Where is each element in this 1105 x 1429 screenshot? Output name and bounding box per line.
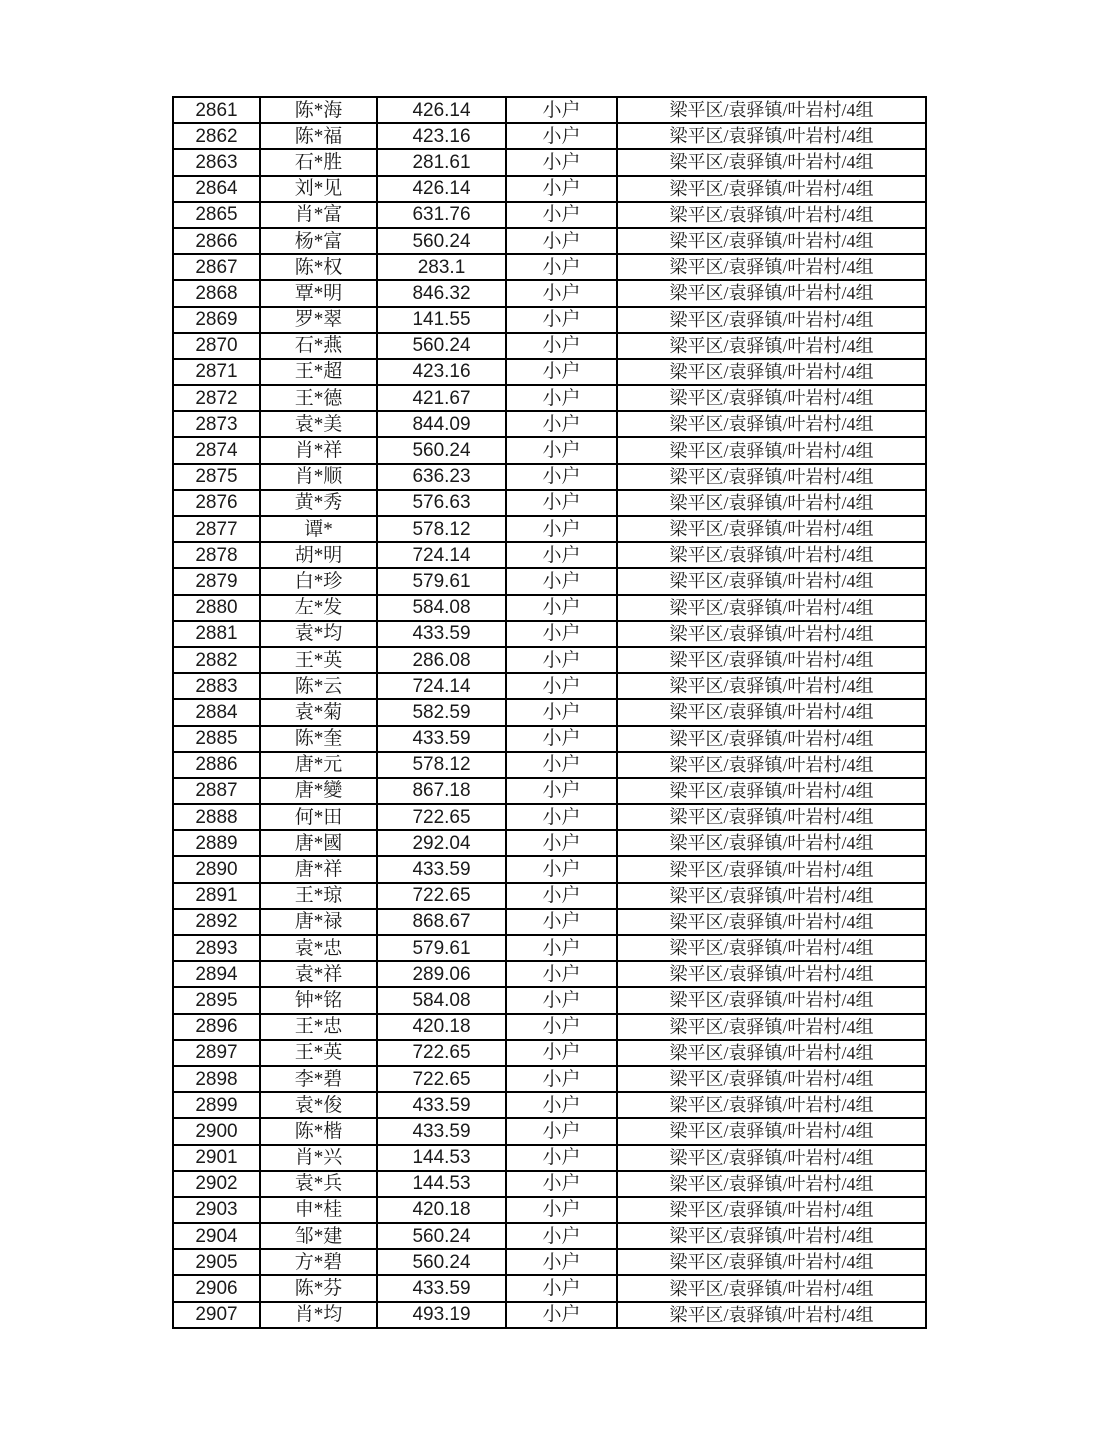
name-cell: 何*田 (260, 804, 377, 830)
table-row (173, 176, 926, 202)
table-row (173, 883, 926, 909)
household-type-cell: 小户 (506, 333, 617, 359)
amount-cell: 144.53 (377, 1171, 506, 1197)
row-number-cell: 2866 (173, 228, 260, 254)
household-type-cell: 小户 (506, 1275, 617, 1301)
table-row (173, 595, 926, 621)
table-row (173, 1092, 926, 1118)
table-row (173, 437, 926, 463)
name-cell: 王*琼 (260, 883, 377, 909)
amount-cell: 584.08 (377, 595, 506, 621)
location-cell: 梁平区/袁驿镇/叶岩村/4组 (617, 359, 926, 385)
location-cell: 梁平区/袁驿镇/叶岩村/4组 (617, 568, 926, 594)
row-number-cell: 2884 (173, 699, 260, 725)
amount-cell: 423.16 (377, 359, 506, 385)
location-cell: 梁平区/袁驿镇/叶岩村/4组 (617, 830, 926, 856)
amount-cell: 292.04 (377, 830, 506, 856)
name-cell: 石*胜 (260, 149, 377, 175)
amount-cell: 289.06 (377, 961, 506, 987)
row-number-cell: 2869 (173, 307, 260, 333)
location-cell: 梁平区/袁驿镇/叶岩村/4组 (617, 437, 926, 463)
name-cell: 唐*元 (260, 752, 377, 778)
amount-cell: 423.16 (377, 123, 506, 149)
location-cell: 梁平区/袁驿镇/叶岩村/4组 (617, 228, 926, 254)
amount-cell: 724.14 (377, 542, 506, 568)
location-cell: 梁平区/袁驿镇/叶岩村/4组 (617, 647, 926, 673)
row-number-cell: 2903 (173, 1197, 260, 1223)
name-cell: 覃*明 (260, 280, 377, 306)
amount-cell: 722.65 (377, 804, 506, 830)
table-row (173, 1249, 926, 1275)
household-type-cell: 小户 (506, 97, 617, 123)
table-row (173, 1223, 926, 1249)
household-type-cell: 小户 (506, 1302, 617, 1328)
amount-cell: 283.1 (377, 254, 506, 280)
amount-cell: 724.14 (377, 673, 506, 699)
table-row (173, 961, 926, 987)
amount-cell: 579.61 (377, 568, 506, 594)
row-number-cell: 2864 (173, 176, 260, 202)
table-row (173, 516, 926, 542)
row-number-cell: 2878 (173, 542, 260, 568)
location-cell: 梁平区/袁驿镇/叶岩村/4组 (617, 883, 926, 909)
location-cell: 梁平区/袁驿镇/叶岩村/4组 (617, 726, 926, 752)
household-type-cell: 小户 (506, 1014, 617, 1040)
name-cell: 邹*建 (260, 1223, 377, 1249)
household-type-cell: 小户 (506, 752, 617, 778)
location-cell: 梁平区/袁驿镇/叶岩村/4组 (617, 1066, 926, 1092)
table-row (173, 228, 926, 254)
table-row (173, 621, 926, 647)
location-cell: 梁平区/袁驿镇/叶岩村/4组 (617, 280, 926, 306)
row-number-cell: 2879 (173, 568, 260, 594)
name-cell: 肖*祥 (260, 437, 377, 463)
table-row (173, 1066, 926, 1092)
table-row (173, 699, 926, 725)
amount-cell: 433.59 (377, 726, 506, 752)
table-row (173, 280, 926, 306)
location-cell: 梁平区/袁驿镇/叶岩村/4组 (617, 987, 926, 1013)
name-cell: 王*超 (260, 359, 377, 385)
row-number-cell: 2889 (173, 830, 260, 856)
row-number-cell: 2867 (173, 254, 260, 280)
location-cell: 梁平区/袁驿镇/叶岩村/4组 (617, 254, 926, 280)
household-type-cell: 小户 (506, 883, 617, 909)
household-type-cell: 小户 (506, 909, 617, 935)
name-cell: 肖*兴 (260, 1145, 377, 1171)
row-number-cell: 2870 (173, 333, 260, 359)
row-number-cell: 2905 (173, 1249, 260, 1275)
table-row (173, 254, 926, 280)
amount-cell: 433.59 (377, 1118, 506, 1144)
name-cell: 胡*明 (260, 542, 377, 568)
table-row (173, 909, 926, 935)
table-row (173, 1197, 926, 1223)
household-type-cell: 小户 (506, 359, 617, 385)
name-cell: 王*忠 (260, 1014, 377, 1040)
amount-cell: 867.18 (377, 778, 506, 804)
amount-cell: 722.65 (377, 883, 506, 909)
amount-cell: 578.12 (377, 752, 506, 778)
table-row (173, 830, 926, 856)
name-cell: 肖*均 (260, 1302, 377, 1328)
amount-cell: 560.24 (377, 1249, 506, 1275)
amount-cell: 631.76 (377, 202, 506, 228)
household-type-cell: 小户 (506, 935, 617, 961)
name-cell: 申*桂 (260, 1197, 377, 1223)
amount-cell: 722.65 (377, 1066, 506, 1092)
name-cell: 陈*福 (260, 123, 377, 149)
amount-cell: 844.09 (377, 411, 506, 437)
location-cell: 梁平区/袁驿镇/叶岩村/4组 (617, 804, 926, 830)
row-number-cell: 2904 (173, 1223, 260, 1249)
household-type-cell: 小户 (506, 202, 617, 228)
row-number-cell: 2906 (173, 1275, 260, 1301)
row-number-cell: 2868 (173, 280, 260, 306)
location-cell: 梁平区/袁驿镇/叶岩村/4组 (617, 97, 926, 123)
row-number-cell: 2876 (173, 490, 260, 516)
household-type-cell: 小户 (506, 1040, 617, 1066)
location-cell: 梁平区/袁驿镇/叶岩村/4组 (617, 1302, 926, 1328)
table-row (173, 411, 926, 437)
household-type-cell: 小户 (506, 568, 617, 594)
amount-cell: 141.55 (377, 307, 506, 333)
household-type-cell: 小户 (506, 1092, 617, 1118)
name-cell: 白*珍 (260, 568, 377, 594)
row-number-cell: 2871 (173, 359, 260, 385)
name-cell: 王*德 (260, 385, 377, 411)
location-cell: 梁平区/袁驿镇/叶岩村/4组 (617, 856, 926, 882)
amount-cell: 286.08 (377, 647, 506, 673)
row-number-cell: 2896 (173, 1014, 260, 1040)
household-type-cell: 小户 (506, 123, 617, 149)
name-cell: 钟*铭 (260, 987, 377, 1013)
row-number-cell: 2893 (173, 935, 260, 961)
household-type-cell: 小户 (506, 647, 617, 673)
row-number-cell: 2891 (173, 883, 260, 909)
household-type-cell: 小户 (506, 961, 617, 987)
name-cell: 唐*國 (260, 830, 377, 856)
table-row (173, 778, 926, 804)
location-cell: 梁平区/袁驿镇/叶岩村/4组 (617, 307, 926, 333)
table-row (173, 464, 926, 490)
household-type-cell: 小户 (506, 804, 617, 830)
household-type-cell: 小户 (506, 228, 617, 254)
table-row (173, 1302, 926, 1328)
name-cell: 陈*奎 (260, 726, 377, 752)
table-row (173, 987, 926, 1013)
name-cell: 唐*禄 (260, 909, 377, 935)
row-number-cell: 2897 (173, 1040, 260, 1066)
location-cell: 梁平区/袁驿镇/叶岩村/4组 (617, 176, 926, 202)
table-row (173, 1171, 926, 1197)
household-type-cell: 小户 (506, 490, 617, 516)
row-number-cell: 2873 (173, 411, 260, 437)
name-cell: 陈*楷 (260, 1118, 377, 1144)
row-number-cell: 2894 (173, 961, 260, 987)
table-row (173, 752, 926, 778)
location-cell: 梁平区/袁驿镇/叶岩村/4组 (617, 909, 926, 935)
row-number-cell: 2895 (173, 987, 260, 1013)
row-number-cell: 2892 (173, 909, 260, 935)
household-type-cell: 小户 (506, 411, 617, 437)
household-subsidy-table (172, 96, 927, 1329)
amount-cell: 421.67 (377, 385, 506, 411)
name-cell: 袁*兵 (260, 1171, 377, 1197)
row-number-cell: 2900 (173, 1118, 260, 1144)
amount-cell: 560.24 (377, 228, 506, 254)
amount-cell: 584.08 (377, 987, 506, 1013)
name-cell: 王*英 (260, 647, 377, 673)
household-type-cell: 小户 (506, 1197, 617, 1223)
table-row (173, 647, 926, 673)
household-type-cell: 小户 (506, 254, 617, 280)
location-cell: 梁平区/袁驿镇/叶岩村/4组 (617, 1171, 926, 1197)
location-cell: 梁平区/袁驿镇/叶岩村/4组 (617, 464, 926, 490)
location-cell: 梁平区/袁驿镇/叶岩村/4组 (617, 123, 926, 149)
location-cell: 梁平区/袁驿镇/叶岩村/4组 (617, 1145, 926, 1171)
location-cell: 梁平区/袁驿镇/叶岩村/4组 (617, 411, 926, 437)
name-cell: 陈*云 (260, 673, 377, 699)
location-cell: 梁平区/袁驿镇/叶岩村/4组 (617, 1092, 926, 1118)
household-type-cell: 小户 (506, 542, 617, 568)
row-number-cell: 2883 (173, 673, 260, 699)
row-number-cell: 2875 (173, 464, 260, 490)
amount-cell: 281.61 (377, 149, 506, 175)
row-number-cell: 2888 (173, 804, 260, 830)
table-row (173, 97, 926, 123)
location-cell: 梁平区/袁驿镇/叶岩村/4组 (617, 961, 926, 987)
row-number-cell: 2862 (173, 123, 260, 149)
amount-cell: 636.23 (377, 464, 506, 490)
name-cell: 黄*秀 (260, 490, 377, 516)
household-type-cell: 小户 (506, 1223, 617, 1249)
name-cell: 袁*俊 (260, 1092, 377, 1118)
table-row (173, 385, 926, 411)
table-row (173, 856, 926, 882)
amount-cell: 846.32 (377, 280, 506, 306)
table-row (173, 202, 926, 228)
row-number-cell: 2885 (173, 726, 260, 752)
row-number-cell: 2877 (173, 516, 260, 542)
table-body (173, 97, 926, 1328)
row-number-cell: 2863 (173, 149, 260, 175)
location-cell: 梁平区/袁驿镇/叶岩村/4组 (617, 1040, 926, 1066)
row-number-cell: 2874 (173, 437, 260, 463)
table-row (173, 1275, 926, 1301)
table-row (173, 935, 926, 961)
location-cell: 梁平区/袁驿镇/叶岩村/4组 (617, 621, 926, 647)
row-number-cell: 2886 (173, 752, 260, 778)
name-cell: 唐*祥 (260, 856, 377, 882)
amount-cell: 560.24 (377, 437, 506, 463)
household-type-cell: 小户 (506, 726, 617, 752)
table-row (173, 1145, 926, 1171)
location-cell: 梁平区/袁驿镇/叶岩村/4组 (617, 673, 926, 699)
amount-cell: 426.14 (377, 97, 506, 123)
amount-cell: 560.24 (377, 1223, 506, 1249)
location-cell: 梁平区/袁驿镇/叶岩村/4组 (617, 1118, 926, 1144)
table-row (173, 333, 926, 359)
name-cell: 袁*祥 (260, 961, 377, 987)
table-row (173, 490, 926, 516)
household-type-cell: 小户 (506, 621, 617, 647)
household-type-cell: 小户 (506, 437, 617, 463)
household-type-cell: 小户 (506, 516, 617, 542)
name-cell: 陈*芬 (260, 1275, 377, 1301)
location-cell: 梁平区/袁驿镇/叶岩村/4组 (617, 490, 926, 516)
row-number-cell: 2899 (173, 1092, 260, 1118)
location-cell: 梁平区/袁驿镇/叶岩村/4组 (617, 1249, 926, 1275)
location-cell: 梁平区/袁驿镇/叶岩村/4组 (617, 778, 926, 804)
name-cell: 王*英 (260, 1040, 377, 1066)
name-cell: 李*碧 (260, 1066, 377, 1092)
household-type-cell: 小户 (506, 595, 617, 621)
table-row (173, 1118, 926, 1144)
row-number-cell: 2882 (173, 647, 260, 673)
amount-cell: 579.61 (377, 935, 506, 961)
household-type-cell: 小户 (506, 699, 617, 725)
location-cell: 梁平区/袁驿镇/叶岩村/4组 (617, 935, 926, 961)
name-cell: 袁*美 (260, 411, 377, 437)
name-cell: 陈*权 (260, 254, 377, 280)
name-cell: 肖*富 (260, 202, 377, 228)
table-row (173, 359, 926, 385)
row-number-cell: 2887 (173, 778, 260, 804)
name-cell: 肖*顺 (260, 464, 377, 490)
location-cell: 梁平区/袁驿镇/叶岩村/4组 (617, 1014, 926, 1040)
household-type-cell: 小户 (506, 987, 617, 1013)
name-cell: 左*发 (260, 595, 377, 621)
table-row (173, 149, 926, 175)
name-cell: 石*燕 (260, 333, 377, 359)
table-row (173, 307, 926, 333)
household-type-cell: 小户 (506, 1145, 617, 1171)
household-type-cell: 小户 (506, 1118, 617, 1144)
amount-cell: 426.14 (377, 176, 506, 202)
amount-cell: 576.63 (377, 490, 506, 516)
name-cell: 袁*均 (260, 621, 377, 647)
name-cell: 陈*海 (260, 97, 377, 123)
row-number-cell: 2890 (173, 856, 260, 882)
location-cell: 梁平区/袁驿镇/叶岩村/4组 (617, 333, 926, 359)
amount-cell: 868.67 (377, 909, 506, 935)
amount-cell: 420.18 (377, 1197, 506, 1223)
location-cell: 梁平区/袁驿镇/叶岩村/4组 (617, 516, 926, 542)
row-number-cell: 2907 (173, 1302, 260, 1328)
table-row (173, 726, 926, 752)
location-cell: 梁平区/袁驿镇/叶岩村/4组 (617, 202, 926, 228)
name-cell: 杨*富 (260, 228, 377, 254)
location-cell: 梁平区/袁驿镇/叶岩村/4组 (617, 149, 926, 175)
row-number-cell: 2898 (173, 1066, 260, 1092)
amount-cell: 493.19 (377, 1302, 506, 1328)
household-type-cell: 小户 (506, 856, 617, 882)
household-type-cell: 小户 (506, 778, 617, 804)
table-row (173, 673, 926, 699)
household-type-cell: 小户 (506, 176, 617, 202)
row-number-cell: 2861 (173, 97, 260, 123)
household-type-cell: 小户 (506, 464, 617, 490)
row-number-cell: 2901 (173, 1145, 260, 1171)
household-type-cell: 小户 (506, 1171, 617, 1197)
amount-cell: 433.59 (377, 856, 506, 882)
location-cell: 梁平区/袁驿镇/叶岩村/4组 (617, 1197, 926, 1223)
household-type-cell: 小户 (506, 1249, 617, 1275)
location-cell: 梁平区/袁驿镇/叶岩村/4组 (617, 1275, 926, 1301)
table-row (173, 123, 926, 149)
row-number-cell: 2902 (173, 1171, 260, 1197)
name-cell: 方*碧 (260, 1249, 377, 1275)
household-type-cell: 小户 (506, 1066, 617, 1092)
amount-cell: 560.24 (377, 333, 506, 359)
household-type-cell: 小户 (506, 830, 617, 856)
amount-cell: 722.65 (377, 1040, 506, 1066)
amount-cell: 582.59 (377, 699, 506, 725)
row-number-cell: 2865 (173, 202, 260, 228)
household-type-cell: 小户 (506, 280, 617, 306)
table-row (173, 568, 926, 594)
location-cell: 梁平区/袁驿镇/叶岩村/4组 (617, 542, 926, 568)
row-number-cell: 2880 (173, 595, 260, 621)
amount-cell: 433.59 (377, 621, 506, 647)
table-row (173, 1014, 926, 1040)
location-cell: 梁平区/袁驿镇/叶岩村/4组 (617, 595, 926, 621)
name-cell: 谭* (260, 516, 377, 542)
household-type-cell: 小户 (506, 673, 617, 699)
amount-cell: 144.53 (377, 1145, 506, 1171)
name-cell: 刘*见 (260, 176, 377, 202)
location-cell: 梁平区/袁驿镇/叶岩村/4组 (617, 385, 926, 411)
household-type-cell: 小户 (506, 149, 617, 175)
name-cell: 罗*翠 (260, 307, 377, 333)
table-row (173, 1040, 926, 1066)
amount-cell: 433.59 (377, 1092, 506, 1118)
row-number-cell: 2872 (173, 385, 260, 411)
location-cell: 梁平区/袁驿镇/叶岩村/4组 (617, 752, 926, 778)
amount-cell: 578.12 (377, 516, 506, 542)
name-cell: 袁*忠 (260, 935, 377, 961)
name-cell: 唐*變 (260, 778, 377, 804)
household-type-cell: 小户 (506, 385, 617, 411)
table-row (173, 804, 926, 830)
location-cell: 梁平区/袁驿镇/叶岩村/4组 (617, 1223, 926, 1249)
amount-cell: 420.18 (377, 1014, 506, 1040)
table-row (173, 542, 926, 568)
location-cell: 梁平区/袁驿镇/叶岩村/4组 (617, 699, 926, 725)
household-type-cell: 小户 (506, 307, 617, 333)
row-number-cell: 2881 (173, 621, 260, 647)
amount-cell: 433.59 (377, 1275, 506, 1301)
name-cell: 袁*菊 (260, 699, 377, 725)
